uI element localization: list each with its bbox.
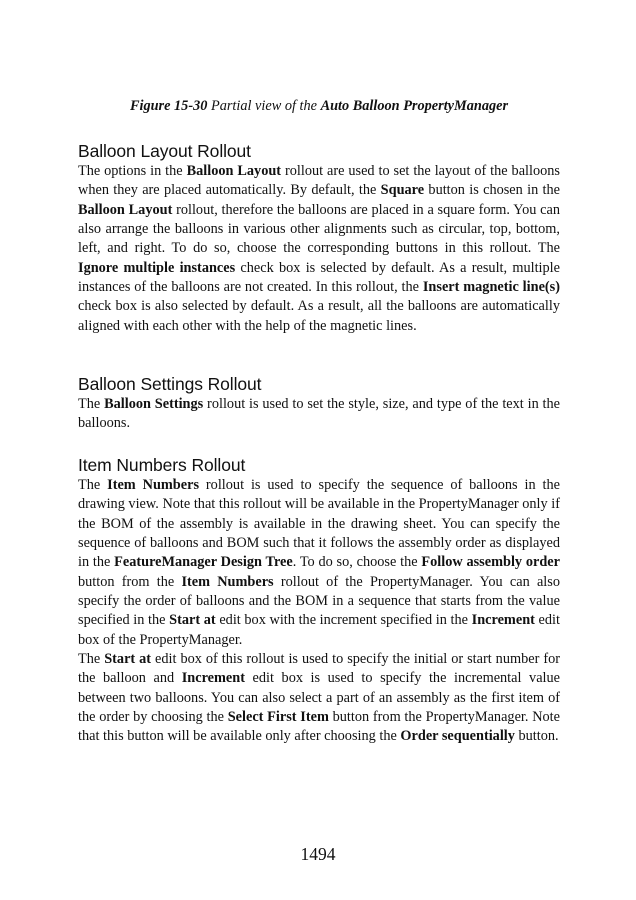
bold-term: Insert magnetic line(s) [422,279,560,296]
bold-term: Balloon Layout [186,163,282,179]
figure-label: Figure 15-30 [129,98,208,114]
bold-term: Increment [471,612,535,629]
section-balloon-settings [78,373,560,434]
paragraph [78,476,560,650]
text-run: rollout, therefore the balloons are placed in a square form. You can also arrange the balloons in various other alignments such as circular, top, bottom, left, and right. To do so, choose the corresponding buttons in this rollout. The [78,201,560,257]
section-heading: Balloon Layout Rollout [78,141,251,161]
page-number: 1494 [300,844,336,864]
bold-term: Start at [104,651,152,668]
figure-caption-text: Partial view of the [207,98,321,114]
paragraph [78,162,560,336]
bold-term: Square [380,182,425,199]
text-run: The [78,651,105,668]
text-run: rollout of the PropertyManager. You can also specify the order of balloons and the BOM in a sequence that starts from the value specified in the [78,573,560,629]
paragraph [78,650,560,747]
figure-caption [78,97,560,116]
text-run: button from the [78,573,182,590]
text-run: edit box of this rollout is used to specify the initial or start number for the balloon and [78,651,560,687]
bold-term: Order sequentially [400,728,515,745]
text-run: rollout is used to set the style, size, and type of the text in the balloons. [78,396,561,432]
bold-term: Select First Item [227,709,329,726]
text-run: The [78,477,108,493]
bold-term: Follow assembly order [421,554,560,571]
bold-term: Item Numbers [181,573,274,590]
text-run: The [78,396,105,412]
section-heading: Balloon Settings Rollout [78,374,262,394]
text-run: check box is also selected by default. As a result, all the balloons are automatically aligned with each other with the help of the magnetic lines. [78,298,560,334]
bold-term: Start at [169,612,216,629]
text-run: check box is selected by default. As a result, multiple instances of the balloons are not created. In this rollout, the [78,259,560,296]
bold-term: Balloon Settings [104,396,204,412]
bold-term: Balloon Layout [78,201,173,218]
bold-term: Ignore multiple instances [78,259,236,276]
text-run: button from the PropertyManager. Note that this button will be available only after choosing the [78,709,560,745]
paragraph [78,395,560,434]
section-item-numbers [78,454,560,747]
text-run: rollout is used to specify the sequence of balloons in the drawing view. Note that this rollout will be available in the PropertyManager only if the BOM of the assembly is available in the drawing sheet. You can specify the sequence of balloons and BOM such that it follows the assembly order as displayed in the [78,477,561,571]
bold-term: Item Numbers [107,477,200,493]
text-run: edit box with the increment specified in the [215,612,472,629]
figure-caption-name: Auto Balloon PropertyManager [320,98,509,114]
text-run: button is chosen in the [424,182,561,199]
section-balloon-layout [78,140,560,336]
text-run: The options in the [78,163,187,179]
text-run: . To do so, choose the [292,554,422,571]
text-run: edit box is used to specify the incremental value between two balloons. You can also select a part of an assembly as the first item of the order by choosing the [78,670,561,726]
section-heading: Item Numbers Rollout [78,455,246,475]
bold-term: Increment [181,670,245,687]
text-run: rollout are used to set the layout of the balloons when they are placed automatically. By default, the [78,163,560,199]
bold-term: FeatureManager Design Tree [114,554,293,571]
text-run: button. [514,728,559,745]
text-run: edit box of the PropertyManager. [78,612,560,648]
